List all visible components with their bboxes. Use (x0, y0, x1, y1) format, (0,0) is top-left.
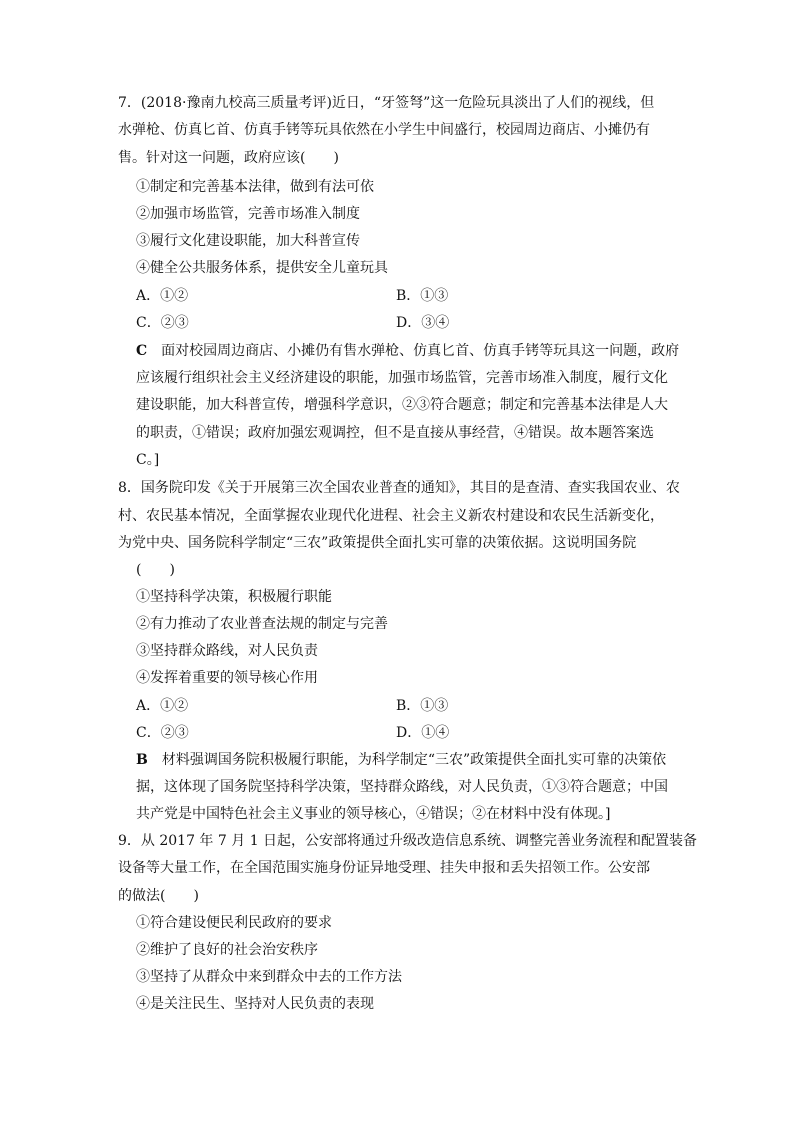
q7-stem-line-3: 售。针对这一问题，政府应该( ) (118, 150, 339, 166)
q7-answer-line-1 (136, 341, 679, 361)
q7-stem-line-2: 水弹枪、仿真匕首、仿真手铐等玩具依然在小学生中间盛行，校园周边商店、小摊仍有 (118, 122, 650, 138)
q7-answer-line-5: C。] (136, 452, 160, 468)
q7-option-a: A．①② (136, 288, 189, 304)
q7-option-c: C．②③ (136, 315, 189, 331)
q8-answer-line-1 (136, 750, 666, 770)
q8-answer-text-1: 材料强调国务院积极履行职能，为科学制定“三农”政策提供全面扎实可靠的决策依 (147, 752, 667, 768)
q7-answer-line-4: 的职责，①错误；政府加强宏观调控，但不是直接从事经营，④错误。故本题答案选 (136, 425, 654, 441)
q9-stem-line-2: 设备等大量工作，在全国范围实施身份证异地受理、挂失申报和丢失招领工作。公安部 (118, 860, 650, 876)
q9-item-1: ①符合建设便民利民政府的要求 (136, 915, 332, 931)
q9-stem-line-3: 的做法( ) (118, 888, 199, 904)
q8-option-a: A．①② (136, 698, 189, 714)
q8-item-3: ③坚持群众路线，对人民负责 (136, 643, 318, 659)
q7-answer-line-3: 建设职能，加大科普宣传，增强科学意识，②③符合题意；制定和完善基本法律是人大 (136, 397, 668, 413)
q8-item-1: ①坚持科学决策，积极履行职能 (136, 589, 332, 605)
q7-item-2: ②加强市场监管，完善市场准入制度 (136, 206, 360, 222)
q8-answer-line-3: 共产党是中国特色社会主义事业的领导核心，④错误；②在材料中没有体现。] (136, 806, 611, 822)
q8-item-2: ②有力推动了农业普查法规的制定与完善 (136, 616, 388, 632)
q8-stem-line-4: ( ) (136, 562, 175, 578)
q9-item-2: ②维护了良好的社会治安秩序 (136, 942, 318, 958)
q7-answer-text-1: 面对校园周边商店、小摊仍有售水弹枪、仿真匕首、仿真手铐等玩具这一问题，政府 (147, 343, 680, 359)
q8-answer-letter: B (136, 752, 148, 768)
q7-answer-line-2: 应该履行组织社会主义经济建设的职能，加强市场监管，完善市场准入制度，履行文化 (136, 370, 668, 386)
q7-option-b: B．①③ (396, 288, 449, 304)
q8-item-4: ④发挥着重要的领导核心作用 (136, 670, 318, 686)
q7-option-d: D．③④ (396, 315, 450, 331)
q8-option-d: D．①④ (396, 725, 450, 741)
q7-item-3: ③履行文化建设职能，加大科普宣传 (136, 233, 360, 249)
q7-item-4: ④健全公共服务体系，提供安全儿童玩具 (136, 260, 388, 276)
q7-item-1: ①制定和完善基本法律，做到有法可依 (136, 179, 374, 195)
q7-stem-line-1: 7．(2018·豫南九校高三质量考评)近日，“牙签弩”这一危险玩具淡出了人们的视线，但 (118, 95, 655, 111)
q8-option-c: C．②③ (136, 725, 189, 741)
q7-answer-letter: C (136, 343, 148, 359)
q8-stem-line-3: 为党中央、国务院科学制定“三农”政策提供全面扎实可靠的决策依据。这说明国务院 (118, 535, 637, 551)
q9-item-4: ④是关注民生、坚持对人民负责的表现 (136, 996, 374, 1012)
q8-stem-line-1: 8．国务院印发《关于开展第三次全国农业普查的通知》，其目的是查清、查实我国农业、农 (118, 480, 680, 496)
q9-item-3: ③坚持了从群众中来到群众中去的工作方法 (136, 969, 402, 985)
q8-stem-line-2: 村、农民基本情况，全面掌握农业现代化进程、社会主义新农村建设和农民生活新变化， (118, 508, 664, 524)
q9-stem-line-1: 9．从 2017 年 7 月 1 日起，公安部将通过升级改造信息系统、调整完善业务流程和配置装备 (118, 833, 698, 849)
q8-option-b: B．①③ (396, 698, 449, 714)
q8-answer-line-2: 据，这体现了国务院坚持科学决策，坚持群众路线，对人民负责，①③符合题意；中国 (136, 779, 668, 795)
